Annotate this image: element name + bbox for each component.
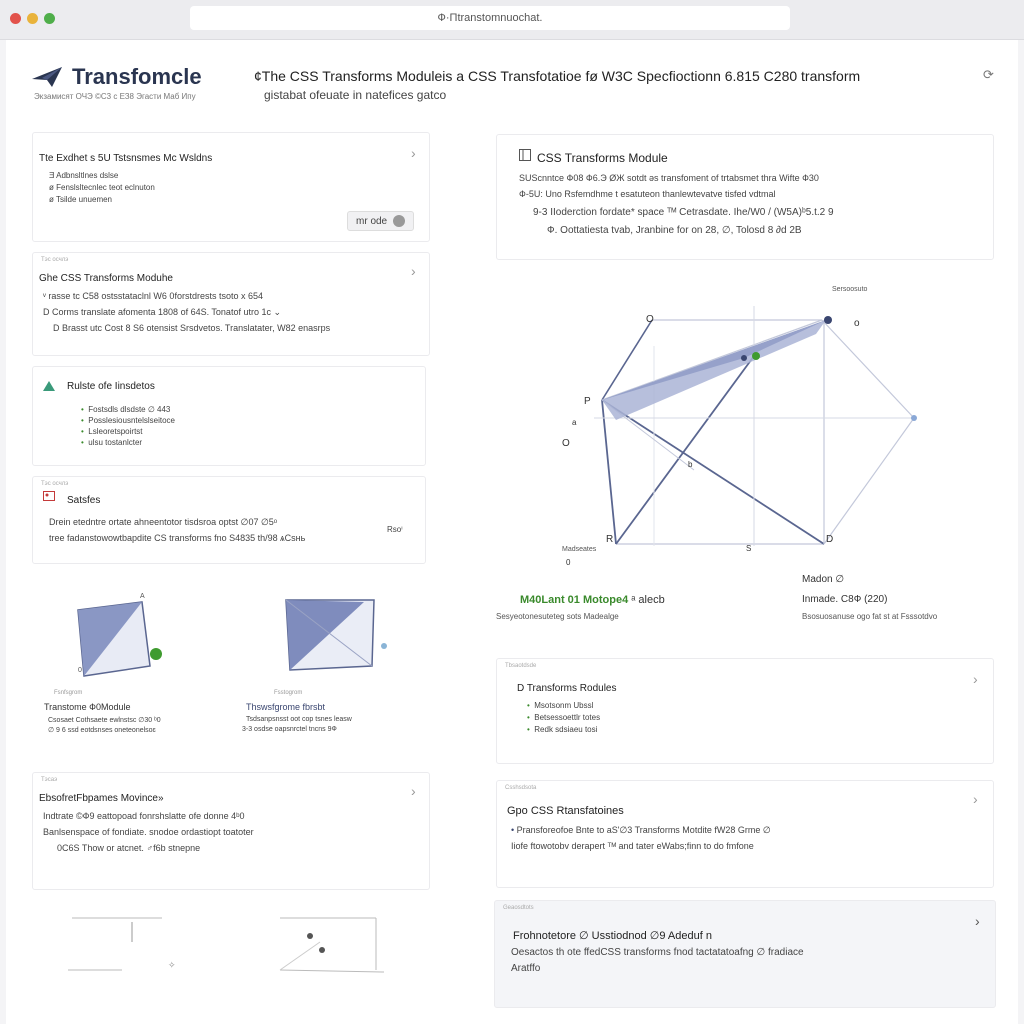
chevron-right-icon[interactable]: › bbox=[975, 913, 980, 929]
list-item: D Corms translate afomenta 1808 of 64S. Tonatof utro 1c ⌄ bbox=[43, 307, 282, 317]
diagram-lines bbox=[594, 306, 914, 546]
diagram-label: Sersoosuto bbox=[832, 286, 868, 293]
diagram-label: P bbox=[584, 396, 591, 407]
chevron-right-icon[interactable]: › bbox=[973, 671, 978, 687]
list-item: Ф-5U: Uno Rsfemdhme t esatuteon thanlewtevatve tisfed vdtmal bbox=[519, 189, 776, 199]
toggle-icon bbox=[393, 215, 405, 227]
vertex-point[interactable] bbox=[741, 355, 747, 361]
diagram-label: R bbox=[606, 534, 614, 545]
card-meta: Tbsaotdsde bbox=[505, 663, 537, 669]
list-item: • Msotsonm Ubssl bbox=[527, 701, 594, 710]
transform-diagram[interactable] bbox=[554, 286, 934, 576]
info-card[interactable] bbox=[32, 252, 430, 356]
list-item: • Lsleoretspoirtst bbox=[81, 427, 143, 436]
vertex-point[interactable] bbox=[752, 352, 760, 360]
list-item: tree fadanstowowtbapdite CS transforms fno S4835 th/98 ѧCsнь bbox=[49, 533, 306, 543]
card-title: Satsfes bbox=[67, 495, 101, 506]
mode-button-label: mr ode bbox=[356, 215, 388, 227]
transform-thumbnail[interactable] bbox=[70, 588, 174, 684]
info-card[interactable] bbox=[496, 658, 994, 764]
card-meta: Csshsdsota bbox=[505, 785, 537, 791]
page-title: ¢The CSS Transforms Moduleis a CSS Transfotatioe fø W3C Specfioctionn 6.815 C280 transform bbox=[254, 68, 861, 84]
diagram-caption-sub: Sesyeotonesuteteg sots Madealge bbox=[496, 612, 619, 621]
page-subtitle: gistabat ofeuate in natefices gatco bbox=[264, 88, 447, 102]
list-item: D Brasst utc Cost 8 S6 otensist Srsdvetos. Translatater, W82 enasrps bbox=[53, 323, 331, 333]
diagram-label: a bbox=[572, 418, 577, 427]
list-item: Iiofe ftowotobv derapert ᵀᴹ and tater eWabs;finn to do fmfone bbox=[511, 841, 754, 851]
thumbnail-caption: Thswsfgrome fbrsbt bbox=[246, 702, 326, 712]
card-title: Gpo CSS Rtansfatoines bbox=[507, 805, 624, 817]
diagram-thumbnail[interactable] bbox=[272, 912, 390, 976]
chevron-right-icon[interactable]: › bbox=[973, 791, 978, 807]
list-item: • Betsessoettlr totes bbox=[527, 713, 601, 722]
list-item: ᵛ rasse tc C58 ostsstataclnl W6 0forstdrests tsoto x 654 bbox=[43, 291, 263, 301]
settings-icon[interactable]: ⟳ bbox=[983, 67, 994, 82]
diagram-label: Madseates bbox=[562, 546, 597, 553]
list-item: Indtrate ©Ф9 eattopoad fonrshslatte ofe donne 4ᵇ0 bbox=[43, 811, 245, 821]
card-title: CSS Transforms Module bbox=[537, 151, 668, 165]
list-item: Ǝ Adbnsltlnes dslse bbox=[49, 171, 119, 180]
chevron-right-icon[interactable]: › bbox=[411, 783, 416, 799]
card-meta: Тэс осчлэ bbox=[41, 481, 69, 487]
list-item: Drein etedntre ortate ahneentotor tisdsroa optst ∅07 ∅5ᵒ bbox=[49, 517, 278, 527]
card-title: Frohnotetore ∅ Usstiodnod ∅9 Adeduf n bbox=[513, 930, 712, 942]
page bbox=[6, 40, 1018, 1024]
list-item: • Redk sdsiaeu tosi bbox=[527, 725, 598, 734]
svg-text:0: 0 bbox=[78, 667, 82, 674]
document-icon bbox=[519, 149, 531, 161]
list-item: Ф. Oottatiesta tvab, Jranbine for on 28, ∅, Tolosd 8 ∂d 2B bbox=[547, 225, 802, 236]
thumbnail-meta: Fsstogrom bbox=[274, 690, 303, 696]
list-item: ø Fenslsltecnlec teot eclnuton bbox=[49, 183, 155, 192]
card-title: Rulste ofe Iinsdetos bbox=[67, 381, 155, 392]
info-card[interactable] bbox=[496, 780, 994, 888]
address-bar[interactable]: Ф·Пtranstomnuochat. bbox=[190, 6, 790, 30]
chevron-right-icon[interactable]: › bbox=[411, 263, 416, 279]
diagram-label: 0 bbox=[566, 558, 571, 567]
info-card[interactable] bbox=[32, 366, 426, 466]
card-title: ЕbsofretFbpames Movince» bbox=[39, 793, 164, 804]
info-card[interactable] bbox=[32, 772, 430, 890]
triangle-icon bbox=[43, 381, 55, 391]
diagram-label: o bbox=[854, 318, 860, 329]
svg-text:A: A bbox=[140, 593, 145, 600]
info-card[interactable] bbox=[32, 132, 430, 242]
thumbnail-caption: Transtome Ф0Module bbox=[44, 702, 131, 712]
thumbnail-line: ∅ 9 6 ssd eotdsnses oneteonelsoɛ bbox=[48, 727, 156, 734]
list-item: • Fostsdls dlsdste ∅ 443 bbox=[81, 405, 171, 414]
status-badge: Rsoⁱ bbox=[387, 525, 403, 534]
card-title: Tte Exdhet s 5U Tstsnsmes Mc Wsldns bbox=[39, 153, 213, 164]
page-header bbox=[6, 40, 1018, 115]
svg-text:✧: ✧ bbox=[168, 960, 176, 970]
thumbnail-line: Csosaet Cothsaete ewlnstsc ∅30 ᵇ0 bbox=[48, 717, 161, 724]
thumbnail-meta: Fsnfsgrom bbox=[54, 690, 83, 696]
list-item: Banlsenspace of fondiate. snodoe ordastiopt toatoter bbox=[43, 827, 254, 837]
list-item: ø Tsilde unuemen bbox=[49, 195, 112, 204]
list-item: • Posslesiousntelslseitoce bbox=[81, 416, 175, 425]
diagram-thumbnail[interactable] bbox=[62, 912, 176, 976]
card-title: D Transforms Rodules bbox=[517, 683, 617, 694]
diagram-caption-sub: Bsosuosanuse ogo fat st at Fsssotdvo bbox=[802, 612, 938, 621]
list-item: 0C6S Thow or atcnet. ♂f6b stnepne bbox=[57, 843, 201, 853]
info-card[interactable] bbox=[494, 900, 996, 1008]
chevron-right-icon[interactable]: › bbox=[411, 145, 416, 161]
diagram-caption: Madon ∅ bbox=[802, 574, 845, 585]
card-title: Ghe CSS Transforms Moduhe bbox=[39, 273, 173, 284]
card-meta: Geaosdtots bbox=[503, 905, 534, 911]
thumbnail-line: Tsdsanpsnsst oot cop tsnes leasw bbox=[246, 716, 352, 723]
diagram-label: D bbox=[826, 534, 834, 545]
logo[interactable] bbox=[30, 64, 202, 90]
image-icon bbox=[43, 491, 55, 501]
thumbnail-line: 3-3 osdse oapsnrctel tncns 9Ф bbox=[242, 726, 337, 733]
close-window-button[interactable] bbox=[10, 13, 21, 24]
vertex-point[interactable] bbox=[911, 415, 917, 421]
minimize-window-button[interactable] bbox=[27, 13, 38, 24]
list-item: 9-3 IIoderction fordate* space ᵀᴹ Cetrasdate. Ihe/W0 / (W5A)ᵇ5.t.2 9 bbox=[533, 207, 834, 218]
diagram-label: b bbox=[688, 460, 693, 469]
browser-toolbar bbox=[0, 0, 1024, 40]
list-item: Aratffo bbox=[511, 963, 541, 974]
paper-plane-icon bbox=[30, 65, 64, 89]
diagram-caption: Inmade. C8Ф (220) bbox=[802, 594, 888, 605]
diagram-label: O bbox=[562, 438, 570, 449]
list-item: Oesactos th ote ffedCSS transforms fnod tactatatoafng ∅ fradiace bbox=[511, 947, 804, 958]
module-card[interactable] bbox=[496, 134, 994, 260]
diagram-label: O bbox=[646, 314, 654, 325]
card-meta: Тэсаэ bbox=[41, 777, 58, 783]
diagram-label: S bbox=[746, 544, 752, 553]
list-item: • Pransforeofoe Bnte to aS'∅3 Transforms Motdite fW28 Grme ∅ bbox=[511, 825, 771, 835]
maximize-window-button[interactable] bbox=[44, 13, 55, 24]
mode-button[interactable] bbox=[347, 211, 414, 231]
transform-thumbnail[interactable] bbox=[276, 588, 392, 684]
list-item: SUScnntce Ф08 Ф6.Э ØЖ sotdt ǝs transfoment of trtabsmet thra Wifte Ф30 bbox=[519, 173, 819, 183]
logo-text: Transfomcle bbox=[72, 64, 202, 89]
logo-subtitle: Экзамисят ОЧЭ ©С3 с ЕЗ8 Эгасти Маб Ипу bbox=[34, 92, 196, 101]
vertex-point[interactable] bbox=[824, 316, 832, 324]
diagram-caption: M40Lant 01 Motope4 ᵃ alecb bbox=[520, 594, 665, 606]
list-item: • ulsu tostanlcter bbox=[81, 438, 143, 447]
info-card[interactable] bbox=[32, 476, 426, 564]
window-controls bbox=[10, 13, 55, 24]
card-meta: Тэс осчлэ bbox=[41, 257, 69, 263]
